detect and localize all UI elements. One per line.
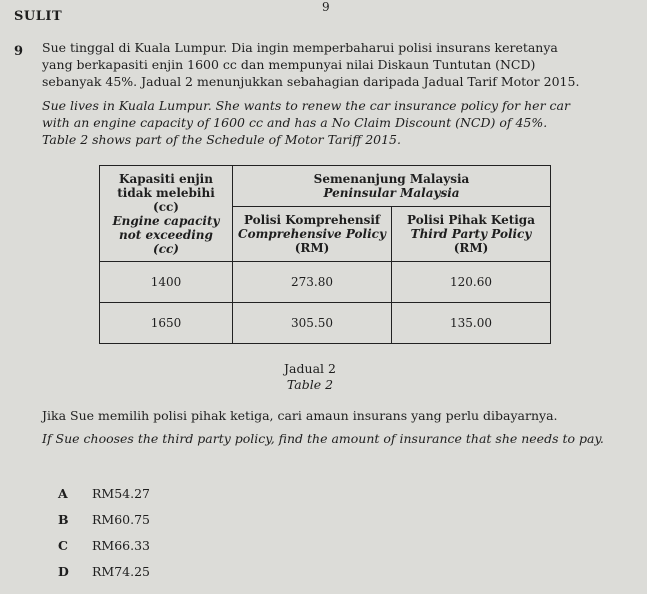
english-line: Table 2 shows part of the Schedule of Motor Tariff 2015. — [42, 132, 401, 147]
question-text-english — [42, 97, 632, 148]
region-header-english: Peninsular Malaysia — [323, 186, 460, 200]
option-text: RM60.75 — [91, 512, 150, 527]
table-caption-english: Table 2 — [286, 377, 334, 392]
comprehensive-header — [233, 207, 392, 262]
engine-capacity-header-malay: Kapasiti enjin tidak melebihi (cc) — [117, 171, 215, 214]
comprehensive-header-malay: Polisi Komprehensif — [243, 213, 381, 227]
tariff-table — [99, 165, 551, 344]
region-header — [233, 166, 551, 207]
comprehensive-cell: 305.50 — [233, 303, 392, 344]
malay-line: Sue tinggal di Kuala Lumpur. Dia ingin memperbaharui polisi insurans keretanya — [42, 40, 558, 55]
question-text-malay — [42, 39, 632, 90]
option-letter: A — [58, 486, 68, 501]
tariff-table-wrap — [99, 165, 551, 344]
third-party-cell: 120.60 — [392, 262, 551, 303]
malay-line: sebanyak 45%. Jadual 2 menunjukkan sebahagian daripada Jadual Tarif Motor 2015. — [42, 74, 580, 89]
option-text: RM54.27 — [91, 486, 150, 501]
third-party-header-malay: Polisi Pihak Ketiga — [407, 213, 535, 227]
table-row — [100, 262, 551, 303]
question-number: 9 — [14, 44, 24, 59]
capacity-cell: 1400 — [100, 262, 233, 303]
option-c[interactable] — [58, 538, 150, 553]
option-d[interactable] — [58, 564, 150, 579]
option-a[interactable] — [58, 486, 150, 501]
option-letter: B — [58, 512, 69, 527]
malay-line: yang berkapasiti enjin 1600 cc dan mempunyai nilai Diskaun Tuntutan (NCD) — [42, 57, 536, 72]
capacity-cell: 1650 — [100, 303, 233, 344]
option-letter: C — [58, 538, 68, 553]
comprehensive-cell: 273.80 — [233, 262, 392, 303]
ask-text-malay: Jika Sue memilih polisi pihak ketiga, cari amaun insurans yang perlu dibayarnya. — [42, 408, 558, 423]
ask-text-english: If Sue chooses the third party policy, find the amount of insurance that she needs to pay. — [42, 431, 604, 446]
engine-capacity-header — [100, 166, 233, 262]
option-text: RM66.33 — [91, 538, 150, 553]
table-caption-malay: Jadual 2 — [284, 361, 336, 376]
header-mark: SULIT — [14, 9, 63, 24]
table-row — [100, 303, 551, 344]
third-party-header — [392, 207, 551, 262]
comprehensive-header-unit: (RM) — [294, 241, 330, 255]
region-header-malay: Semenanjung Malaysia — [313, 172, 470, 186]
third-party-cell: 135.00 — [392, 303, 551, 344]
option-b[interactable] — [58, 512, 150, 527]
option-text: RM74.25 — [91, 564, 150, 579]
page-number: 9 — [322, 0, 330, 14]
engine-capacity-header-english: Engine capacity not exceeding (cc) — [112, 213, 220, 256]
third-party-header-english: Third Party Policy — [410, 227, 532, 241]
third-party-header-unit: (RM) — [453, 241, 489, 255]
comprehensive-header-english: Comprehensive Policy — [238, 227, 386, 241]
english-line: with an engine capacity of 1600 cc and has a No Claim Discount (NCD) of 45%. — [42, 115, 548, 130]
option-letter: D — [58, 564, 69, 579]
english-line: Sue lives in Kuala Lumpur. She wants to renew the car insurance policy for her car — [42, 98, 570, 113]
